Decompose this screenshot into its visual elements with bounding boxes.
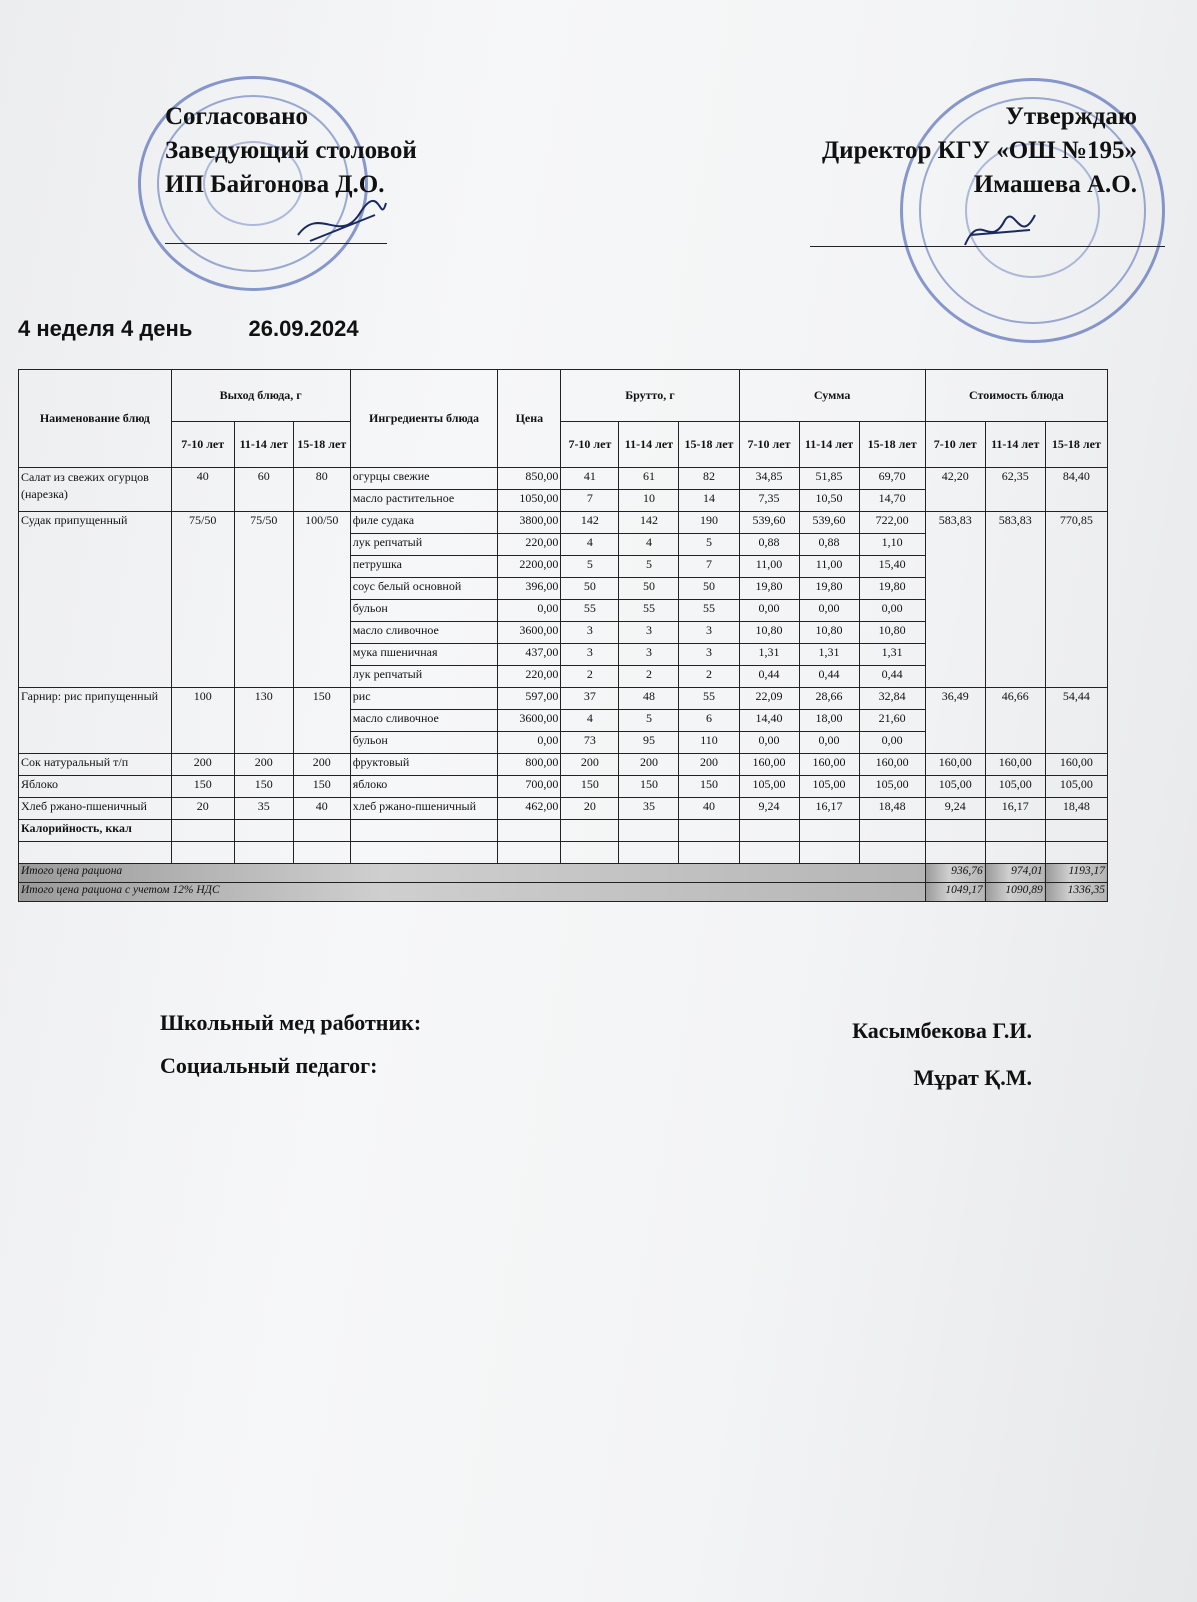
ingredient-name: соус белый основной: [350, 578, 498, 600]
brutto-value: 142: [619, 512, 679, 534]
sum-value: 34,85: [739, 468, 799, 490]
table-row: [19, 468, 1108, 490]
header-brutto: Брутто, г: [561, 370, 739, 422]
header-sum: Сумма: [739, 370, 925, 422]
dish-name: Салат из свежих огурцов (нарезка): [19, 468, 172, 512]
brutto-value: 200: [561, 754, 619, 776]
total-vat-row: [19, 883, 1108, 902]
sum-value: 19,80: [739, 578, 799, 600]
ingredient-price: 850,00: [498, 468, 561, 490]
ingredient-price: 437,00: [498, 644, 561, 666]
total-value: 974,01: [985, 864, 1045, 883]
header-yield: Выход блюда, г: [171, 370, 350, 422]
dish-cost: 62,35: [985, 468, 1045, 512]
ingredient-name: бульон: [350, 600, 498, 622]
total-label: Итого цена рациона: [19, 864, 926, 883]
dish-cost: 583,83: [925, 512, 985, 688]
ingredient-name: фруктовый: [350, 754, 498, 776]
header-age: 11-14 лет: [619, 422, 679, 468]
ingredient-name: яблоко: [350, 776, 498, 798]
sum-value: 7,35: [739, 490, 799, 512]
brutto-value: 6: [679, 710, 739, 732]
ingredient-price: 3800,00: [498, 512, 561, 534]
brutto-value: 4: [619, 534, 679, 556]
sum-value: 14,40: [739, 710, 799, 732]
sum-value: 0,00: [799, 732, 859, 754]
med-worker-label: Школьный мед работник:: [160, 1010, 422, 1035]
brutto-value: 150: [619, 776, 679, 798]
header-age: 11-14 лет: [985, 422, 1045, 468]
header-age: 7-10 лет: [925, 422, 985, 468]
sum-value: 14,70: [859, 490, 925, 512]
ingredient-price: 220,00: [498, 534, 561, 556]
header-age: 15-18 лет: [859, 422, 925, 468]
ingredient-name: масло сливочное: [350, 622, 498, 644]
brutto-value: 142: [561, 512, 619, 534]
dish-yield: 100/50: [293, 512, 350, 688]
ingredient-price: 2200,00: [498, 556, 561, 578]
dish-cost: 160,00: [1045, 754, 1107, 776]
brutto-value: 190: [679, 512, 739, 534]
header-age: 15-18 лет: [679, 422, 739, 468]
sum-value: 0,88: [739, 534, 799, 556]
agreed-block: [165, 100, 417, 202]
dish-cost: 583,83: [985, 512, 1045, 688]
brutto-value: 50: [679, 578, 739, 600]
dish-yield: 20: [171, 798, 234, 820]
brutto-value: 48: [619, 688, 679, 710]
ingredient-price: 1050,00: [498, 490, 561, 512]
dish-yield: 35: [234, 798, 293, 820]
sum-value: 32,84: [859, 688, 925, 710]
brutto-value: 50: [619, 578, 679, 600]
table-row: [19, 776, 1108, 798]
brutto-value: 61: [619, 468, 679, 490]
sum-value: 19,80: [859, 578, 925, 600]
sum-value: 11,00: [739, 556, 799, 578]
sum-value: 0,44: [799, 666, 859, 688]
sum-value: 19,80: [799, 578, 859, 600]
dish-yield: 200: [171, 754, 234, 776]
brutto-value: 3: [619, 644, 679, 666]
header-ingredients: Ингредиенты блюда: [350, 370, 498, 468]
brutto-value: 41: [561, 468, 619, 490]
brutto-value: 82: [679, 468, 739, 490]
ingredient-price: 800,00: [498, 754, 561, 776]
ingredient-price: 3600,00: [498, 710, 561, 732]
brutto-value: 55: [679, 600, 739, 622]
dish-yield: 130: [234, 688, 293, 754]
header-age: 15-18 лет: [1045, 422, 1107, 468]
sum-value: 0,44: [859, 666, 925, 688]
dish-cost: 9,24: [925, 798, 985, 820]
dish-yield: 75/50: [234, 512, 293, 688]
sum-value: 0,44: [739, 666, 799, 688]
ingredient-price: 396,00: [498, 578, 561, 600]
dish-yield: 100: [171, 688, 234, 754]
sum-value: 160,00: [859, 754, 925, 776]
ingredient-name: бульон: [350, 732, 498, 754]
header-age: 11-14 лет: [799, 422, 859, 468]
brutto-value: 3: [679, 644, 739, 666]
ingredient-name: масло сливочное: [350, 710, 498, 732]
sum-value: 18,00: [799, 710, 859, 732]
dish-cost: 16,17: [985, 798, 1045, 820]
dish-cost: 42,20: [925, 468, 985, 512]
brutto-value: 14: [679, 490, 739, 512]
social-pedagogue-name: Мұрат Қ.М.: [913, 1065, 1032, 1090]
header-age: 15-18 лет: [293, 422, 350, 468]
sum-value: 0,00: [739, 732, 799, 754]
dish-yield: 80: [293, 468, 350, 512]
social-pedagogue-label: Социальный педагог:: [160, 1053, 378, 1078]
brutto-value: 95: [619, 732, 679, 754]
brutto-value: 5: [561, 556, 619, 578]
sum-value: 0,00: [799, 600, 859, 622]
brutto-value: 55: [679, 688, 739, 710]
ingredient-price: 0,00: [498, 732, 561, 754]
dish-name: Яблоко: [19, 776, 172, 798]
header-dish-name: Наименование блюд: [19, 370, 172, 468]
sum-value: 105,00: [739, 776, 799, 798]
ingredient-name: петрушка: [350, 556, 498, 578]
header-age: 11-14 лет: [234, 422, 293, 468]
dish-cost: 36,49: [925, 688, 985, 754]
approved-block: [822, 100, 1137, 202]
brutto-value: 3: [561, 622, 619, 644]
agreed-person: ИП Байгонова Д.О.: [165, 171, 385, 198]
sum-value: 1,31: [799, 644, 859, 666]
sum-value: 18,48: [859, 798, 925, 820]
ingredient-name: рис: [350, 688, 498, 710]
table-row: [19, 754, 1108, 776]
calories-label: Калорийность, ккал: [19, 820, 172, 842]
brutto-value: 50: [561, 578, 619, 600]
dish-cost: 770,85: [1045, 512, 1107, 688]
sum-value: 16,17: [799, 798, 859, 820]
ingredient-price: 220,00: [498, 666, 561, 688]
sum-value: 10,80: [799, 622, 859, 644]
dish-cost: 84,40: [1045, 468, 1107, 512]
approved-signature: [960, 205, 1040, 255]
dish-name: Гарнир: рис припущенный: [19, 688, 172, 754]
dish-yield: 40: [171, 468, 234, 512]
dish-cost: 160,00: [985, 754, 1045, 776]
sum-value: 10,50: [799, 490, 859, 512]
brutto-value: 200: [619, 754, 679, 776]
dish-yield: 75/50: [171, 512, 234, 688]
sum-value: 21,60: [859, 710, 925, 732]
brutto-value: 55: [561, 600, 619, 622]
brutto-value: 20: [561, 798, 619, 820]
ingredient-price: 462,00: [498, 798, 561, 820]
header-cost: Стоимость блюда: [925, 370, 1107, 422]
brutto-value: 2: [619, 666, 679, 688]
table-row: [19, 798, 1108, 820]
sum-value: 0,88: [799, 534, 859, 556]
dish-yield: 150: [234, 776, 293, 798]
sum-value: 10,80: [739, 622, 799, 644]
approved-title: Утверждаю: [1005, 103, 1137, 130]
brutto-value: 3: [679, 622, 739, 644]
brutto-value: 110: [679, 732, 739, 754]
header-age: 7-10 лет: [739, 422, 799, 468]
total-value: 936,76: [925, 864, 985, 883]
dish-cost: 160,00: [925, 754, 985, 776]
ingredient-name: лук репчатый: [350, 666, 498, 688]
ingredient-name: филе судака: [350, 512, 498, 534]
brutto-value: 2: [561, 666, 619, 688]
dish-cost: 105,00: [1045, 776, 1107, 798]
med-worker-name: Касымбекова Г.И.: [852, 1018, 1032, 1043]
brutto-value: 10: [619, 490, 679, 512]
brutto-value: 150: [561, 776, 619, 798]
brutto-value: 5: [619, 710, 679, 732]
agreed-position: Заведующий столовой: [165, 137, 417, 164]
total-row: [19, 864, 1108, 883]
header-age: 7-10 лет: [561, 422, 619, 468]
agreed-signature: [290, 195, 390, 250]
dish-yield: 200: [293, 754, 350, 776]
empty-row: [19, 842, 1108, 864]
total-value: 1193,17: [1045, 864, 1107, 883]
ingredient-name: огурцы свежие: [350, 468, 498, 490]
brutto-value: 55: [619, 600, 679, 622]
week-day-label: 4 неделя 4 день: [18, 316, 193, 341]
ingredient-price: 700,00: [498, 776, 561, 798]
menu-date: 26.09.2024: [248, 316, 359, 341]
brutto-value: 4: [561, 710, 619, 732]
sum-value: 69,70: [859, 468, 925, 490]
total-vat-value: 1336,35: [1045, 883, 1107, 902]
total-vat-value: 1049,17: [925, 883, 985, 902]
dish-yield: 200: [234, 754, 293, 776]
approved-position: Директор КГУ «ОШ №195»: [821, 137, 1137, 164]
sum-value: 1,31: [859, 644, 925, 666]
table-row: [19, 512, 1108, 534]
dish-cost: 105,00: [985, 776, 1045, 798]
brutto-value: 150: [679, 776, 739, 798]
brutto-value: 7: [561, 490, 619, 512]
sum-value: 0,00: [739, 600, 799, 622]
day-title: [18, 316, 409, 342]
dish-yield: 60: [234, 468, 293, 512]
sum-value: 11,00: [799, 556, 859, 578]
ingredient-name: мука пшеничная: [350, 644, 498, 666]
sum-value: 105,00: [799, 776, 859, 798]
brutto-value: 37: [561, 688, 619, 710]
brutto-value: 73: [561, 732, 619, 754]
brutto-value: 5: [679, 534, 739, 556]
brutto-value: 3: [619, 622, 679, 644]
ingredient-name: хлеб ржано-пшеничный: [350, 798, 498, 820]
brutto-value: 3: [561, 644, 619, 666]
header-age: 7-10 лет: [171, 422, 234, 468]
approved-person: Имашева А.О.: [973, 171, 1137, 198]
sum-value: 160,00: [799, 754, 859, 776]
sum-value: 105,00: [859, 776, 925, 798]
dish-yield: 150: [293, 776, 350, 798]
dish-name: Хлеб ржано-пшеничный: [19, 798, 172, 820]
sum-value: 10,80: [859, 622, 925, 644]
brutto-value: 5: [619, 556, 679, 578]
sum-value: 0,00: [859, 732, 925, 754]
ingredient-price: 3600,00: [498, 622, 561, 644]
total-vat-value: 1090,89: [985, 883, 1045, 902]
calories-row: [19, 820, 1108, 842]
dish-cost: 46,66: [985, 688, 1045, 754]
agreed-title: Согласовано: [165, 103, 309, 130]
brutto-value: 7: [679, 556, 739, 578]
dish-cost: 18,48: [1045, 798, 1107, 820]
sum-value: 1,31: [739, 644, 799, 666]
sum-value: 9,24: [739, 798, 799, 820]
sum-value: 0,00: [859, 600, 925, 622]
ingredient-name: масло растительное: [350, 490, 498, 512]
brutto-value: 40: [679, 798, 739, 820]
sum-value: 22,09: [739, 688, 799, 710]
brutto-value: 4: [561, 534, 619, 556]
sum-value: 722,00: [859, 512, 925, 534]
sum-value: 28,66: [799, 688, 859, 710]
brutto-value: 35: [619, 798, 679, 820]
dish-name: Сок натуральный т/п: [19, 754, 172, 776]
ingredient-name: лук репчатый: [350, 534, 498, 556]
sum-value: 15,40: [859, 556, 925, 578]
brutto-value: 2: [679, 666, 739, 688]
dish-yield: 150: [293, 688, 350, 754]
dish-cost: 54,44: [1045, 688, 1107, 754]
table-row: [19, 688, 1108, 710]
ingredient-price: 0,00: [498, 600, 561, 622]
sum-value: 160,00: [739, 754, 799, 776]
header-price: Цена: [498, 370, 561, 468]
sum-value: 539,60: [739, 512, 799, 534]
menu-table: [18, 369, 1108, 902]
dish-yield: 150: [171, 776, 234, 798]
ingredient-price: 597,00: [498, 688, 561, 710]
dish-name: Судак припущенный: [19, 512, 172, 688]
sum-value: 1,10: [859, 534, 925, 556]
sum-value: 51,85: [799, 468, 859, 490]
brutto-value: 200: [679, 754, 739, 776]
dish-cost: 105,00: [925, 776, 985, 798]
sum-value: 539,60: [799, 512, 859, 534]
dish-yield: 40: [293, 798, 350, 820]
total-vat-label: Итого цена рациона с учетом 12% НДС: [19, 883, 926, 902]
